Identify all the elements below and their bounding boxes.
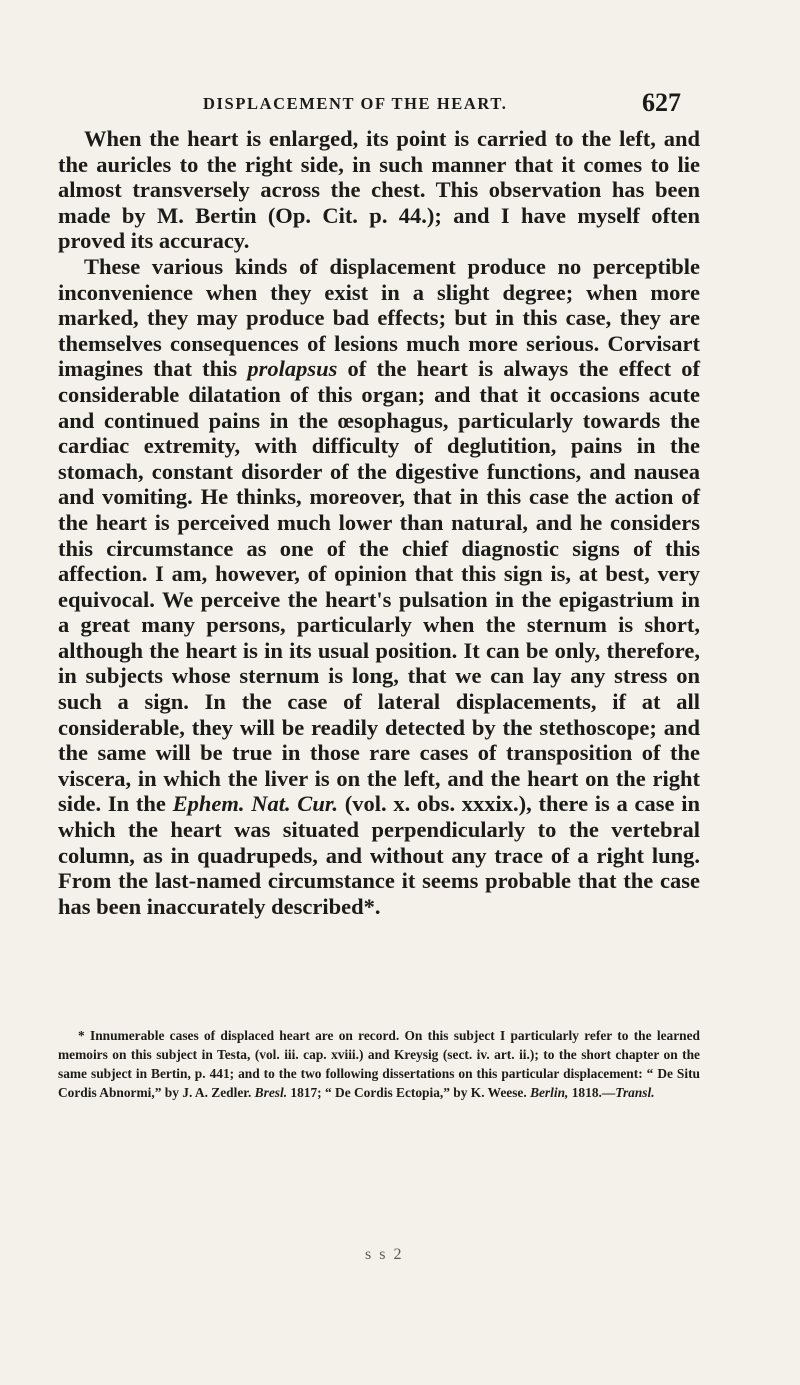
body-text [58, 126, 700, 919]
paragraph-1: When the heart is enlarged, its point is carried to the left, and the auricles to the right side, in such manner that it comes to lie almost transversely across the chest. This observation has been made by M. Bertin (Op. Cit. p. 44.); and I have myself often proved its accuracy. [58, 126, 700, 254]
page-number: 627 [642, 88, 681, 117]
footnote: * Innumerable cases of displaced heart are on record. On this subject I particularly refer to the learned memoirs on this subject in Testa, (vol. iii. cap. xviii.) and Kreysig (sect. iv. art. ii.); to the short chapter on the same subject in Bertin, p. 441; and to the two following dissertations on this particular displacement: “ De Situ Cordis Abnormi,” by J. A. Zedler. Bresl. 1817; “ De Cordis Ectopia,” by K. Weese. Berlin, 1818.—Transl. [58, 1028, 700, 1100]
paragraph-2: These various kinds of displacement produce no perceptible inconvenience when they exist in a slight degree; when more marked, they may produce bad effects; but in this case, they are themselves consequences of lesions much more serious. Corvisart imagines that this prolapsus of the heart is always the effect of considerable dilatation of this organ; and that it occasions acute and continued pains in the œsophagus, particularly towards the cardiac extremity, with difficulty of deglutition, pains in the stomach, constant disorder of the digestive functions, and nausea and vomiting. He thinks, moreover, that in this case the action of the heart is perceived much lower than natural, and he considers this circumstance as one of the chief diagnostic signs of this affection. I am, however, of opinion that this sign is, at best, very equivocal. We perceive the heart's pulsation in the epigastrium in a great many persons, particularly when the sternum is short, although the heart is in its usual position. It can be only, therefore, in subjects whose sternum is long, that we can lay any stress on such a sign. In the case of lateral displacements, if at all considerable, they will be readily detected by the stethoscope; and the same will be true in those rare cases of transposition of the viscera, in which the liver is on the left, and the heart on the right side. In the Ephem. Nat. Cur. (vol. x. obs. xxxix.), there is a case in which the heart was situated perpendicularly to the vertebral column, as in quadrupeds, and without any trace of a right lung. From the last-named circumstance it seems probable that the case has been inaccurately described*. [58, 253, 701, 919]
italic-term: prolapsus [247, 356, 338, 382]
running-title: DISPLACEMENT OF THE HEART. [203, 94, 508, 113]
running-head [0, 88, 800, 122]
italic-citation: Ephem. Nat. Cur. [172, 791, 338, 817]
signature-mark: s s 2 [365, 1246, 404, 1263]
